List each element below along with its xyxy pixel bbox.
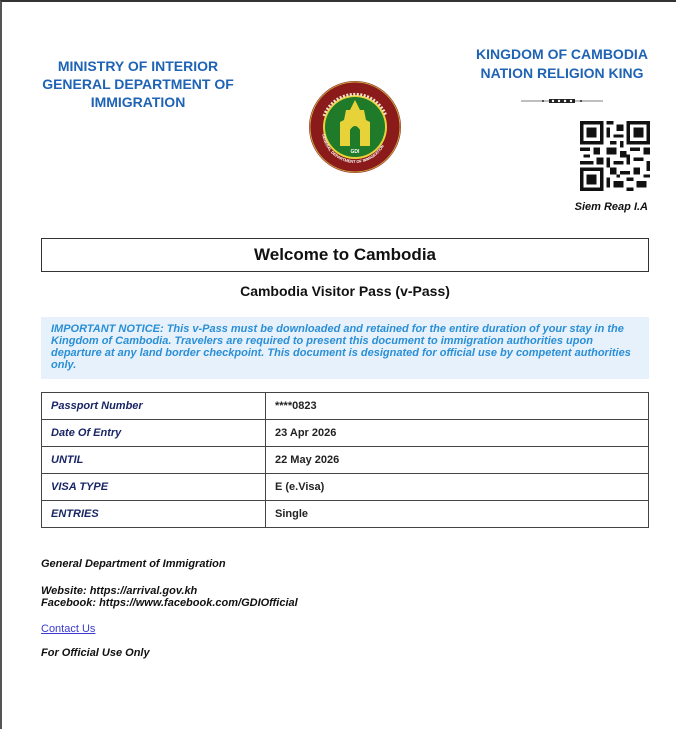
date-of-entry-value: 23 Apr 2026 (266, 420, 649, 447)
ministry-line: MINISTRY OF INTERIOR (57, 58, 219, 74)
footer-links (41, 585, 298, 609)
svg-text:GDI: GDI (350, 149, 360, 155)
table-row (42, 420, 649, 447)
ministry-header (32, 57, 244, 111)
document-subtitle: Cambodia Visitor Pass (v-Pass) (240, 283, 450, 299)
official-use-note: For Official Use Only (41, 647, 150, 659)
facebook-text: Facebook: https://www.facebook.com/GDIOfficial (41, 597, 298, 609)
divider-ornament-icon (521, 92, 603, 100)
until-label: UNTIL (42, 447, 266, 474)
department-line: GENERAL DEPARTMENT OF (42, 76, 234, 92)
table-row (42, 474, 649, 501)
svg-text:GENERAL DEPARTMENT OF IMMIGRAT: GENERAL DEPARTMENT OF IMMIGRATION (321, 133, 385, 165)
date-of-entry-label: Date Of Entry (42, 420, 266, 447)
entries-label: ENTRIES (42, 501, 266, 528)
immigration-line: IMMIGRATION (90, 94, 186, 110)
kingdom-line: KINGDOM OF CAMBODIA (476, 46, 648, 62)
important-notice: IMPORTANT NOTICE: This v-Pass must be downloaded and retained for the entire duration of your stay in the Kingdom of Cambodia. Travelers are required to present this document to immigration authorities upon departure at any land border checkpoint. This document is designated for official use by competent authorities only. (41, 317, 649, 379)
visa-type-label: VISA TYPE (42, 474, 266, 501)
table-row (42, 393, 649, 420)
kingdom-header (462, 45, 662, 83)
contact-us-link[interactable]: Contact Us (41, 623, 96, 635)
footer-organization: General Department of Immigration (41, 558, 226, 570)
pass-details-table (41, 392, 649, 528)
qr-code-icon (580, 121, 650, 191)
website-text: Website: https://arrival.gov.kh (41, 585, 198, 597)
visa-type-value: E (e.Visa) (266, 474, 649, 501)
table-row (42, 501, 649, 528)
passport-number-label: Passport Number (42, 393, 266, 420)
gdi-seal-icon (308, 80, 402, 174)
passport-number-value: ****0823 (266, 393, 649, 420)
until-value: 22 May 2026 (266, 447, 649, 474)
issuing-location: Siem Reap I.A (574, 201, 648, 213)
table-row (42, 447, 649, 474)
motto-line: NATION RELIGION KING (480, 65, 644, 81)
welcome-title: Welcome to Cambodia (41, 238, 649, 272)
entries-value: Single (266, 501, 649, 528)
document-footer (41, 558, 298, 659)
